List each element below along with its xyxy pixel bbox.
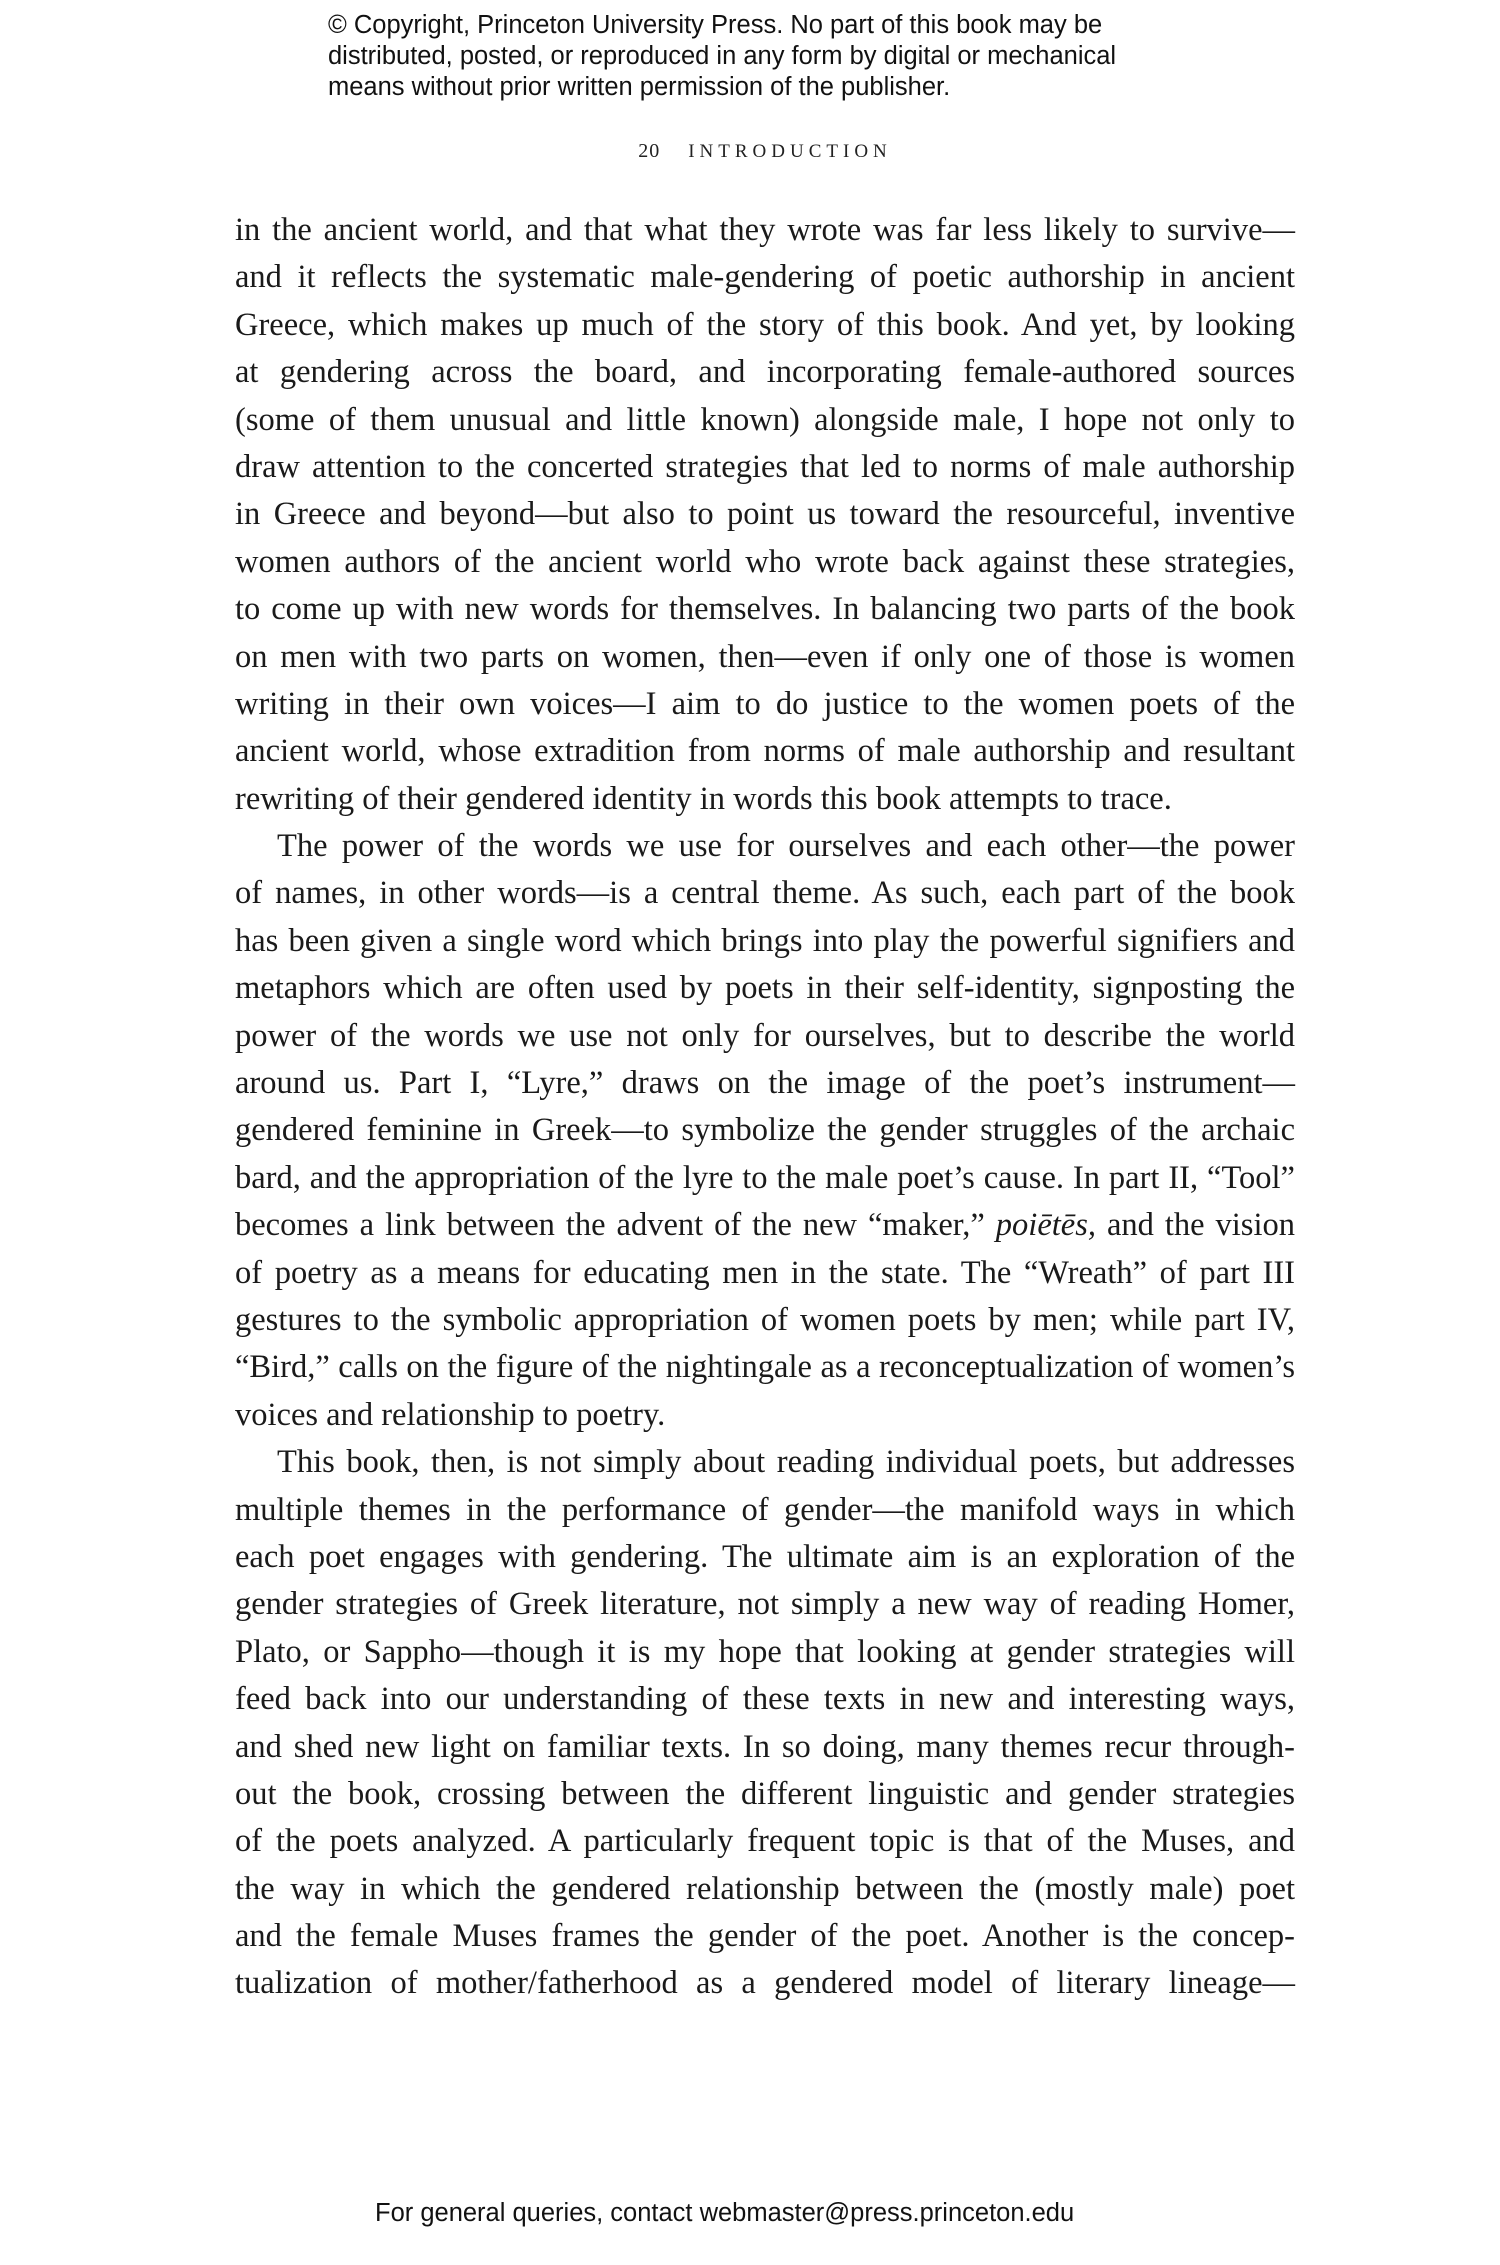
text-line: tualization of mother/fatherhood as a gendered model of literary lineage— (235, 1965, 1295, 2002)
text-line: bard, and the appropriation of the lyre to the male poet’s cause. In part II, “Tool” (235, 1159, 1295, 1196)
text-line: power of the words we use not only for ourselves, but to describe the world (235, 1017, 1295, 1054)
text-line: of the poets analyzed. A particularly frequent topic is that of the Muses, and (235, 1823, 1295, 1860)
body-text (235, 207, 1295, 2008)
text-line: voices and relationship to poetry. (235, 1396, 666, 1433)
text-line: of poetry as a means for educating men in the state. The “Wreath” of part III (235, 1254, 1295, 1291)
text-line (235, 1202, 1295, 1249)
text-line: around us. Part I, “Lyre,” draws on the image of the poet’s instrument— (235, 1065, 1295, 1102)
text-segment: and the vision (1095, 1207, 1295, 1244)
text-line: The power of the words we use for ourselves and each other—the power (277, 828, 1295, 865)
text-line: to come up with new words for themselves. In balancing two parts of the book (235, 591, 1295, 628)
text-line: at gendering across the board, and incorporating female-authored sources (235, 354, 1295, 391)
text-line: out the book, crossing between the different linguistic and gender strategies (235, 1775, 1295, 1812)
text-line: has been given a single word which brings into play the powerful signifiers and (235, 922, 1295, 959)
text-line: writing in their own voices—I aim to do justice to the women poets of the (235, 685, 1295, 722)
footer-contact: For general queries, contact webmaster@press.princeton.edu (375, 2199, 1075, 2227)
text-line: Plato, or Sappho—though it is my hope that looking at gender strategies will (235, 1633, 1295, 1670)
text-line: gestures to the symbolic appropriation of women poets by men; while part IV, (235, 1301, 1295, 1338)
text-line: multiple themes in the performance of gender—the manifold ways in which (235, 1491, 1295, 1528)
text-line: “Bird,” calls on the figure of the nightingale as a reconceptualization of women’s (235, 1349, 1295, 1386)
text-line: each poet engages with gendering. The ultimate aim is an exploration of the (235, 1538, 1295, 1575)
text-line: draw attention to the concerted strategies that led to norms of male authorship (235, 448, 1295, 485)
text-line: and it reflects the systematic male-gendering of poetic authorship in ancient (235, 259, 1295, 296)
text-line: of names, in other words—is a central theme. As such, each part of the book (235, 875, 1295, 912)
copyright-line: means without prior written permission of the publisher. (328, 73, 951, 101)
text-line: gendered feminine in Greek—to symbolize the gender struggles of the archaic (235, 1112, 1295, 1149)
text-segment: becomes a link between the advent of the new “maker,” (235, 1207, 996, 1244)
page-number: 20 (638, 140, 661, 162)
text-line: This book, then, is not simply about reading individual poets, but addresses (277, 1444, 1295, 1481)
text-line: Greece, which makes up much of the story of this book. And yet, by looking (235, 306, 1295, 343)
text-line: on men with two parts on women, then—even if only one of those is women (235, 638, 1295, 675)
text-line: women authors of the ancient world who wrote back against these strategies, (235, 543, 1295, 580)
copyright-notice (328, 10, 1228, 103)
text-line: ancient world, whose extradition from norms of male authorship and resultant (235, 733, 1295, 770)
text-line: in Greece and beyond—but also to point us toward the resourceful, inventive (235, 496, 1295, 533)
italic-term: poiētēs, (995, 1207, 1096, 1244)
section-title: INTRODUCTION (688, 141, 892, 162)
text-line: gender strategies of Greek literature, not simply a new way of reading Homer, (235, 1586, 1295, 1623)
text-line: and the female Muses frames the gender of the poet. Another is the concep- (235, 1918, 1295, 1955)
text-line: feed back into our understanding of these texts in new and interesting ways, (235, 1681, 1295, 1718)
text-line: the way in which the gendered relationship between the (mostly male) poet (235, 1870, 1295, 1907)
text-line: (some of them unusual and little known) alongside male, I hope not only to (235, 401, 1295, 438)
paragraph (235, 823, 1295, 1439)
copyright-line: © Copyright, Princeton University Press. No part of this book may be (328, 11, 1103, 39)
text-line: in the ancient world, and that what they wrote was far less likely to survive— (235, 212, 1295, 248)
text-line: and shed new light on familiar texts. In so doing, many themes recur through- (235, 1728, 1295, 1765)
text-line: rewriting of their gendered identity in words this book attempts to trace. (235, 780, 1172, 817)
running-head (0, 136, 1500, 167)
text-line: metaphors which are often used by poets in their self-identity, signposting the (235, 970, 1295, 1007)
paragraph (235, 1439, 1295, 2008)
copyright-line: distributed, posted, or reproduced in any form by digital or mechanical (328, 42, 1117, 70)
paragraph (235, 207, 1295, 823)
